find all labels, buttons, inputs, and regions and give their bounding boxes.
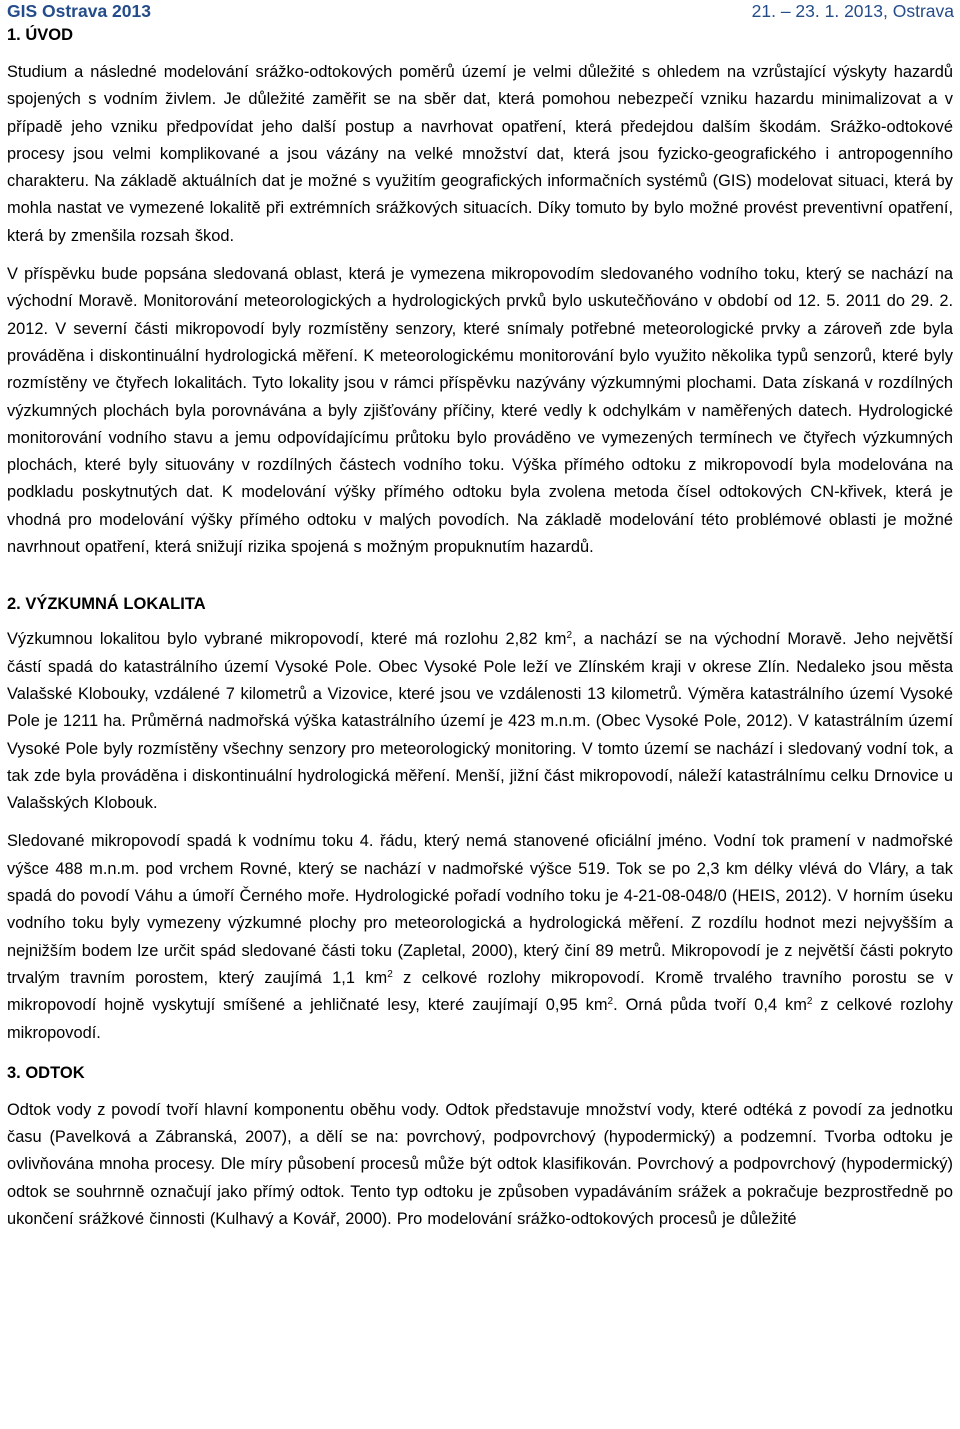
- superscript: 2: [387, 968, 393, 980]
- paragraph-intro-1: Studium a následné modelování srážko-odtokových poměrů území je velmi důležité s ohledem na vzrůstající výskyty hazardů spojených s vodním živlem. Je důležité zaměřit se na sběr dat, která pomohou nebezpečí vzniku hazardu minimalizovat a v případě jeho vzniku předpovídat jeho další postup a navrhovat opatření, která předejdou dalším škodám. Srážko-odtokové procesy jsou velmi komplikované a jsou vázány na velké množství dat, která jsou fyzicko-geografického i antropogenního charakteru. Na základě aktuálních dat je možné s využitím geografických informačních systémů (GIS) modelovat situaci, která by mohla nastat ve vymezené lokalitě při extrémních srážkových situacích. Díky tomuto by bylo možné provést preventivní opatření, která by zmenšila rozsah škod.: [7, 63, 953, 245]
- text-run: Sledované mikropovodí spadá k vodnímu toku 4. řádu, který nemá stanovené oficiální jméno. Vodní tok pramení v nadmořské výšce 488 m.n.m. pod vrchem Rovné, který se nachází v nadmořské výšce 519. Tok se po 2,3 km délky vlévá do Vláry, a tak spadá do povodí Váhu a úmoří Černého moře. Hydrologické pořadí vodního toku je 4-21-08-048/0 (HEIS, 2012). V horním úseku vodního toku byly vymezeny výzkumné plochy pro meteorologická a hydrologická měření. Z rozdílu hodnot mezi nejvyšším a nejnižším bodem lze určit spád sledované části toku (Zapletal, 2000), který činí 89 metrů. Mikropovodí je z největší části pokryto trvalým travním porostem, který zaujímá 1,1 km: [7, 832, 953, 987]
- document-body: [7, 22, 953, 1233]
- conference-title: GIS Ostrava 2013: [7, 1, 151, 21]
- paragraph-locality-2: [7, 828, 953, 1046]
- section-heading-locality: 2. VÝZKUMNÁ LOKALITA: [7, 595, 206, 614]
- text-run: Výzkumnou lokalitou bylo vybrané mikropovodí, které má rozlohu 2,82 km: [7, 630, 567, 649]
- paragraph-locality-1: [7, 626, 953, 817]
- superscript: 2: [806, 996, 813, 1008]
- text-run: z celkové rozlohy mikropovodí. Kromě trvalého travního porostu se v mikropovodí hojně vyskytují smíšené a jehličnaté lesy, které zaujímají 0,95 km: [7, 968, 953, 1015]
- paragraph-runoff-1: Odtok vody z povodí tvoří hlavní komponentu oběhu vody. Odtok představuje množství vody, které odtéká z povodí za jednotku času (Pavelková a Zábranská, 2007), a dělí se na: povrchový, podpovrchový (hypodermický) a podzemní. Tvorba odtoku je ovlivňována mnoha procesy. Dle míry působení procesů může být odtok klasifikován. Povrchový a podpovrchový (hypodermický) odtok se souhrnně označují jako přímý odtok. Tento typ odtoku je způsoben vypadáváním srážek a pokračuje bezprostředně po ukončení srážkové činnosti (Kulhavý a Kovář, 2000). Pro modelování srážko-odtokových procesů je důležité: [7, 1100, 953, 1228]
- section-heading-intro: 1. ÚVOD: [7, 26, 74, 44]
- text-run: , a nachází se na východní Moravě. Jeho největší částí spadá do katastrálního území Vysoké Pole. Obec Vysoké Pole leží ve Zlínském kraji v okrese Zlín. Nedaleko jsou města Valašské Klobouky, vzdálené 7 kilometrů a Vizovice, které jsou ve vzdálenosti 13 kilometrů. Výměra katastrálního území Vysoké Pole je 1211 ha. Průměrná nadmořská výška katastrálního území je 423 m.n.m. (Obec Vysoké Pole, 2012). V katastrálním území Vysoké Pole byly rozmístěny všechny senzory pro meteorologický monitoring. V tomto území se nachází i sledovaný vodní tok, a tak zde byla prováděna i diskontinuální hydrologická měření. Menší, jižní část mikropovodí, náleží katastrálnímu celku Drnovice u Valašských Klobouk.: [7, 630, 954, 813]
- page-header: [7, 0, 954, 24]
- superscript: 2: [566, 630, 572, 642]
- text-run: z celkové rozlohy mikropovodí.: [7, 996, 953, 1042]
- section-heading-runoff: 3. ODTOK: [7, 1063, 85, 1082]
- conference-date-place: 21. – 23. 1. 2013, Ostrava: [751, 1, 954, 21]
- paragraph-intro-2: V příspěvku bude popsána sledovaná oblast, která je vymezena mikropovodím sledovaného vodního toku, který se nachází na východní Moravě. Monitorování meteorologických a hydrologických prvků bylo uskutečňováno v období od 12. 5. 2011 do 29. 2. 2012. V severní části mikropovodí byly rozmístěny senzory, které snímaly potřebné meteorologické prvky a zároveň zde byla prováděna i diskontinuální hydrologická měření. K meteorologickému monitorování bylo využito několika typů senzorů, které byly rozmístěny ve čtyřech lokalitách. Tyto lokality jsou v rámci příspěvku nazývány výzkumnými plochami. Data získaná v rozdílných výzkumných plochách byla porovnávána a byly zjišťovány příčiny, které vedly k odchylkám v naměřených datech. Hydrologické monitorování vodního stavu a jemu odpovídajícímu průtoku bylo prováděno ve vymezených termínech ve čtyřech výzkumných plochách, které byly situovány v rozdílných částech vodního toku. Výška přímého odtoku z mikropovodí byla modelována na podkladu poskytnutých dat. K modelování výšky přímého odtoku byla zvolena metoda čísel odtokových CN-křivek, která je vhodná pro modelování výšky přímého odtoku v malých povodích. Na základě modelování této problémové oblasti je možné navrhnout opatření, která snižují rizika spojená s možným propuknutím hazardů.: [7, 265, 953, 557]
- superscript: 2: [607, 996, 614, 1008]
- text-run: . Orná půda tvoří 0,4 km: [613, 996, 807, 1015]
